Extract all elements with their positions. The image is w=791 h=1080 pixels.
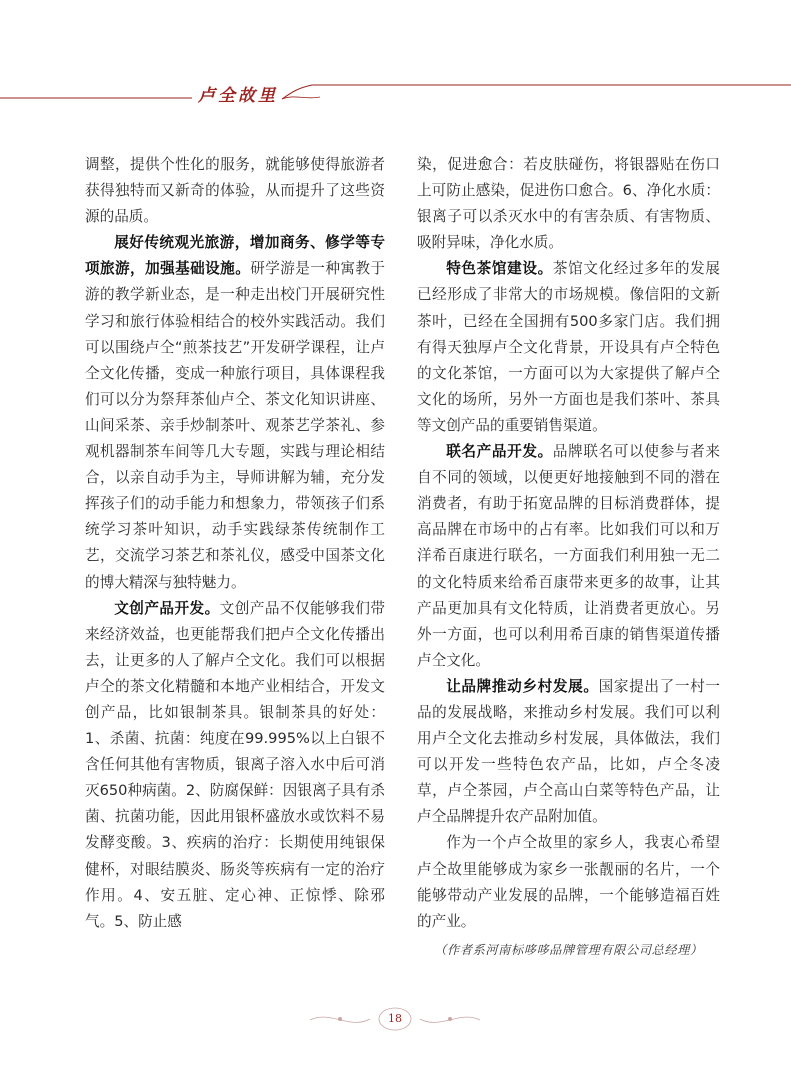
paragraph: 让品牌推动乡村发展。国家提出了一村一品的发展战略，来推动乡村发展。我们可以利用卢仝文化去推动乡村发展，具体做法，我们可以开发一些特色农产品，比如，卢仝冬凌草，卢仝茶园，卢仝高山白菜等特色产品，让卢仝品牌提升农产品附加值。 xyxy=(417,677,720,826)
page-footer xyxy=(300,1005,490,1035)
paragraph: 特色茶馆建设。茶馆文化经过多年的发展已经形成了非常大的市场规模。像信阳的文新茶叶，已经在全国拥有500多家门店。我们拥有得天独厚卢仝文化背景，开设具有卢仝特色的文化茶馆，一方面可以为大家提供了解卢仝文化的场所，另外一方面也是我们茶叶、茶具等文创产品的重要销售渠道。 xyxy=(417,260,720,434)
paragraph-heading: 让品牌推动乡村发展。 xyxy=(446,677,599,695)
header-ornament-line xyxy=(0,74,791,114)
paragraph: 展好传统观光旅游，增加商务、修学等专项旅游，加强基础设施。研学游是一种寓教于游的教学新业态，是一种走出校门开展研究性学习和旅行体验相结合的校外实践活动。我们可以围绕卢仝“煎茶技艺”开发研学课程，让卢仝文化传播，变成一种旅行项目，具体课程我们可以分为祭拜茶仙卢仝、茶文化知识讲座、山间采茶、亲手炒制茶叶、观茶艺学茶礼、参观机器制茶车间等几大专题，实践与理论相结合，以亲自动手为主，导师讲解为辅，充分发挥孩子们的动手能力和想象力，带领孩子们系统学习茶叶知识，动手实践绿茶传统制作工艺，交流学习茶艺和茶礼仪，感受中国茶文化的博大精深与独特魅力。 xyxy=(85,234,385,591)
paragraph-heading: 展好传统观光旅游，增加商务、修学等专项旅游，加强基础设施。 xyxy=(85,234,385,278)
page-header xyxy=(0,74,791,114)
left-column xyxy=(85,152,385,935)
paragraph-heading: 特色茶馆建设。 xyxy=(446,260,553,278)
paragraph: 联名产品开发。品牌联名可以使参与者来自不同的领域，以便更好地接触到不同的潜在消费者，有助于拓宽品牌的目标消费群体，提高品牌在市场中的占有率。比如我们可以和万洋希百康进行联名，一方面我们利用独一无二的文化特质来给希百康带来更多的故事，让其产品更加具有文化特质，让消费者更放心。另外一方面，也可以利用希百康的销售渠道传播卢仝文化。 xyxy=(417,443,720,669)
author-note: （作者系河南标哆哆品牌管理有限公司总经理） xyxy=(434,942,703,957)
right-column xyxy=(417,152,720,963)
paragraph: 文创产品开发。文创产品不仅能够我们带来经济效益，也更能帮我们把卢仝文化传播出去，让更多的人了解卢仝文化。我们可以根据卢仝的茶文化精髓和本地产业相结合，开发文创产品，比如银制茶具。银制茶具的好处：1、杀菌、抗菌：纯度在99.995%以上白银不含任何其他有害物质，银离子溶入水中后可消灭650种病菌。2、防腐保鲜：因银离子具有杀菌、抗菌功能，因此用银杯盛放水或饮料不易发酵变酸。3、疾病的治疗：长期使用纯银保健杯，对眼结膜炎、肠炎等疾病有一定的治疗作用。4、安五脏、定心神、正惊悸、除邪气。5、防止感 xyxy=(85,599,385,930)
paragraph-heading: 联名产品开发。 xyxy=(446,443,553,461)
paragraph: 作为一个卢仝故里的家乡人，我衷心希望卢仝故里能够成为家乡一张靓丽的名片，一个能够带动产业发展的品牌，一个能够造福百姓的产业。 xyxy=(417,834,720,930)
paragraph: 染，促进愈合：若皮肤碰伤，将银器贴在伤口上可防止感染，促进伤口愈合。6、净化水质：银离子可以杀灭水中的有害杂质、有害物质、吸附异味，净化水质。 xyxy=(417,156,720,252)
paragraph-heading: 文创产品开发。 xyxy=(114,599,220,617)
paragraph: 调整，提供个性化的服务，就能够使得旅游者获得独特而又新奇的体验，从而提升了这些资源的品质。 xyxy=(85,156,385,226)
header-title: 卢全故里 xyxy=(198,86,278,106)
page-number: 18 xyxy=(388,1012,402,1025)
